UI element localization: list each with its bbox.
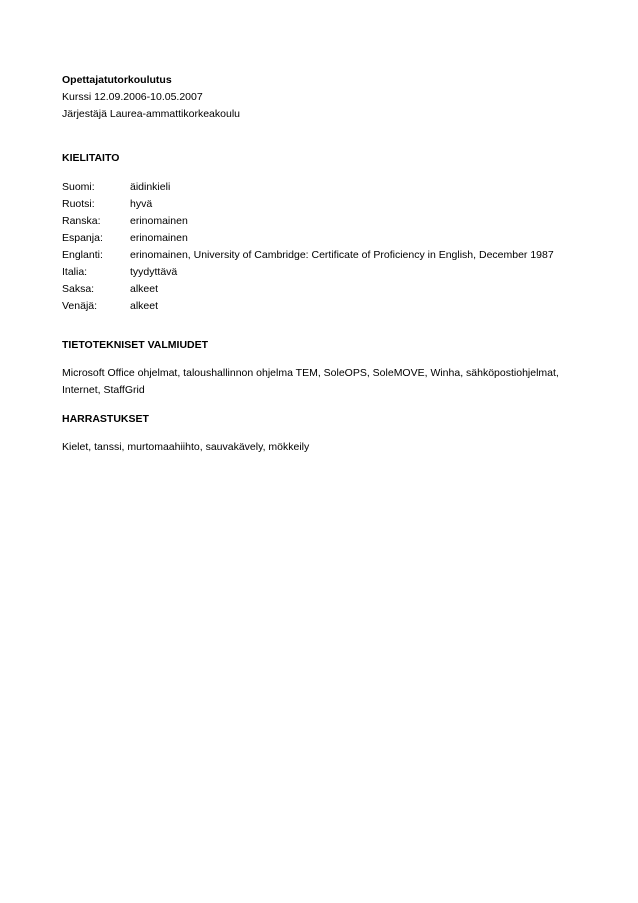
languages-heading-block xyxy=(62,150,598,167)
hobbies-body xyxy=(62,439,598,456)
language-name: Venäjä: xyxy=(62,300,98,312)
language-level: alkeet xyxy=(130,300,159,312)
language-name: Ranska: xyxy=(62,215,101,227)
language-name: Suomi: xyxy=(62,181,95,193)
it-skills-heading: TIETOTEKNISET VALMIUDET xyxy=(62,339,209,351)
language-name: Saksa: xyxy=(62,283,95,295)
languages-list xyxy=(62,179,598,315)
language-row xyxy=(62,179,598,196)
language-name: Italia: xyxy=(62,266,88,278)
languages-heading: KIELITAITO xyxy=(62,152,120,164)
language-name: Englanti: xyxy=(62,249,103,261)
language-name: Ruotsi: xyxy=(62,198,95,210)
education-organizer: Järjestäjä Laurea-ammattikorkeakoulu xyxy=(62,108,241,120)
language-level: erinomainen, University of Cambridge: Certificate of Proficiency in English, December 1987 xyxy=(130,249,554,261)
education-title: Opettajatutorkoulutus xyxy=(62,74,172,86)
language-row xyxy=(62,264,598,281)
language-row xyxy=(62,247,598,264)
language-level: alkeet xyxy=(130,283,159,295)
language-row xyxy=(62,196,598,213)
education-course: Kurssi 12.09.2006-10.05.2007 xyxy=(62,91,203,103)
language-row xyxy=(62,230,598,247)
language-row xyxy=(62,281,598,298)
it-skills-body xyxy=(62,365,598,399)
it-skills-text: Microsoft Office ohjelmat, taloushallinnon ohjelma TEM, SoleOPS, SoleMOVE, Winha, sähköpostiohjelmat, Internet, StaffGrid xyxy=(62,367,559,396)
hobbies-text: Kielet, tanssi, murtomaahiihto, sauvakävely, mökkeily xyxy=(62,441,310,453)
education-section xyxy=(62,72,598,123)
language-level: hyvä xyxy=(130,198,153,210)
language-level: äidinkieli xyxy=(130,181,171,193)
it-skills-section xyxy=(62,337,598,354)
language-name: Espanja: xyxy=(62,232,103,244)
language-level: erinomainen xyxy=(130,215,188,227)
language-row xyxy=(62,213,598,230)
language-level: tyydyttävä xyxy=(130,266,178,278)
language-row xyxy=(62,298,598,315)
hobbies-section xyxy=(62,411,598,428)
hobbies-heading: HARRASTUKSET xyxy=(62,413,149,425)
language-level: erinomainen xyxy=(130,232,188,244)
